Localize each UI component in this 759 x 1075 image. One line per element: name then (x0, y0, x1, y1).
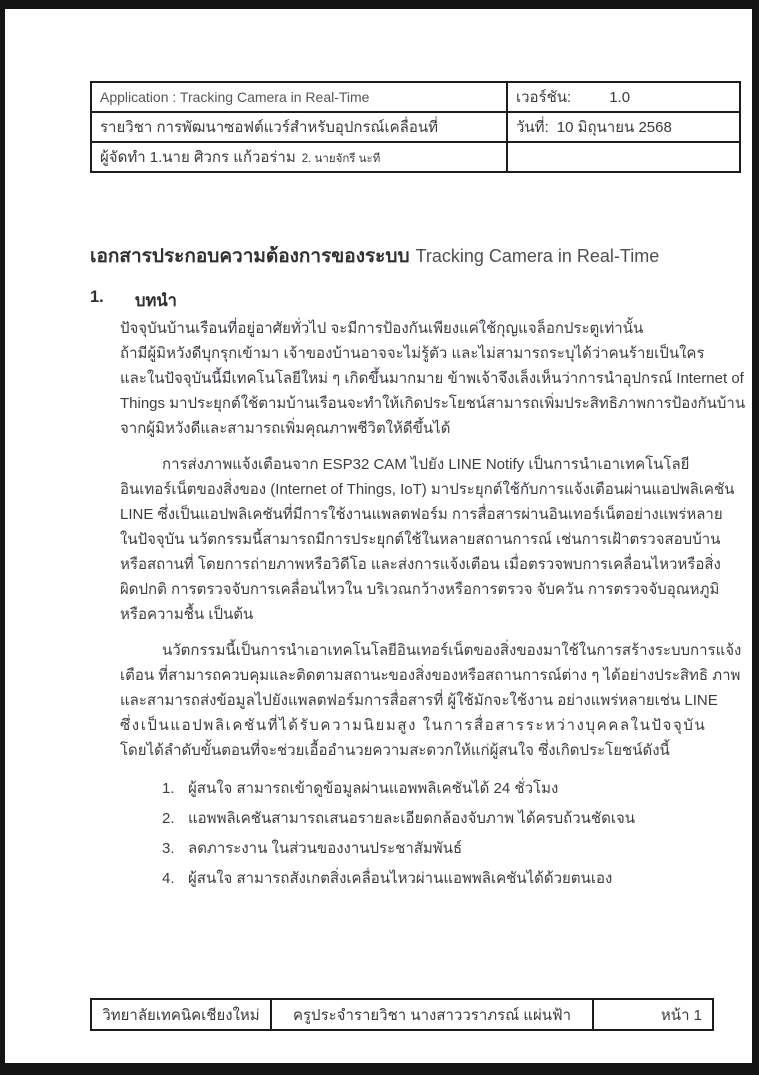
list-item-text: ลดภาระงาน ในส่วนของงานประชาสัมพันธ์ (188, 840, 463, 857)
text-line: ผิดปกติ การตรวจจับการเคลื่อนไหวใน บริเวณกว้างหรือการตรวจ จับควัน การตรวจจับอุณหภูมิ (120, 581, 720, 598)
section-title: บทนำ (135, 292, 177, 310)
paragraph (120, 452, 735, 627)
text-line: โดยได้ลำดับขั้นตอนที่จะช่วยเอื้ออำนวยความสะดวกให้แก่ผู้สนใจ ซึ่งเกิดประโยชน์ดังนี้ (120, 742, 670, 759)
list-item (162, 834, 720, 864)
list-item (162, 804, 720, 834)
page-title (90, 241, 659, 271)
author-secondary: 2. นายจักรี นะที (301, 153, 381, 165)
table-row (91, 999, 713, 1030)
empty-cell (507, 142, 740, 172)
text-line: Things มาประยุกต์ใช้ตามบ้านเรือนจะทำให้เกิดประโยชน์สามารถเพิ่มประสิทธิภาพการป้องกันบ้าน (120, 395, 746, 412)
list-item-number: 1. (162, 780, 175, 797)
benefits-list (120, 774, 720, 894)
section-number: 1. (90, 288, 104, 306)
table-row (91, 142, 740, 172)
footer-table (90, 998, 714, 1031)
authors-cell (91, 142, 507, 172)
text-line: และในปัจจุบันนี้มีเทคโนโลยีใหม่ ๆ เกิดขึ้นมากมาย ข้าพเจ้าจึงเล็งเห็นว่าการนำอุปกรณ์ Internet of (120, 370, 744, 387)
list-item-number: 4. (162, 870, 175, 887)
header-table (90, 81, 741, 173)
date-value: 10 มิถุนายน 2568 (556, 119, 672, 136)
date-cell (507, 112, 740, 142)
date-label: วันที่: (516, 119, 549, 136)
author-primary: ผู้จัดทำ 1.นาย ศิวกร แก้วอร่าม (100, 149, 296, 166)
text-line: ซึ่งเป็นแอปพลิเคชันที่ได้รับความนิยมสูง ในการสื่อสารระหว่างบุคคลในปัจจุบัน (120, 717, 707, 734)
text-line: การส่งภาพแจ้งเตือนจาก ESP32 CAM ไปยัง LINE Notify เป็นการนำเอาเทคโนโลยี (162, 456, 690, 473)
course-cell (91, 112, 507, 142)
text-line: หรือความชื้น เป็นต้น (120, 606, 254, 623)
list-item-number: 3. (162, 840, 175, 857)
text-line: ในปัจจุบัน นวัตกรรมนี้สามารถมีการประยุกต์ใช้ในหลายสถานการณ์ เช่นการเฝ้าตรวจสอบบ้าน (120, 531, 721, 548)
page-title-thai: เอกสารประกอบความต้องการของระบบ (90, 246, 410, 267)
course-name: รายวิชา การพัฒนาซอฟต์แวร์สำหรับอุปกรณ์เคลื่อนที่ (100, 119, 438, 136)
text-line: อินเทอร์เน็ตของสิ่งของ (Internet of Things, IoT) มาประยุกต์ใช้กับการแจ้งเตือนผ่านแอปพลิเคชัน (120, 481, 735, 498)
section-heading (90, 288, 177, 314)
college-cell: วิทยาลัยเทคนิคเชียงใหม่ (91, 999, 271, 1030)
table-row (91, 112, 740, 142)
paragraph (120, 638, 742, 763)
page-number-cell: หน้า 1 (593, 999, 713, 1030)
list-item (162, 774, 720, 804)
teacher-cell: ครูประจำรายวิชา นางสาววราภรณ์ แผ่นฟ้า (271, 999, 593, 1030)
application-cell (91, 82, 507, 112)
application-title: Application : Tracking Camera in Real-Time (100, 88, 370, 105)
version-value: 1.0 (609, 89, 631, 106)
text-line: จากผู้มิหวังดีและสามารถเพิ่มคุณภาพชีวิตให้ดีขึ้นได้ (120, 420, 451, 437)
document-page (5, 9, 752, 1063)
text-line: LINE ซึ่งเป็นแอปพลิเคชันที่มีการใช้งานแพลตฟอร์ม การสื่อสารผ่านอินเทอร์เน็ตอย่างแพร่หลาย (120, 506, 723, 523)
list-item (162, 864, 720, 894)
list-item-text: ผู้สนใจ สามารถสังเกตสิ่งเคลื่อนไหวผ่านแอพพลิเคชันได้ด้วยตนเอง (188, 870, 613, 887)
text-line: นวัตกรรมนี้เป็นการนำเอาเทคโนโลยีอินเทอร์เน็ตของสิ่งของมาใช้ในการสร้างระบบการแจ้ง (162, 642, 742, 659)
table-row (91, 82, 740, 112)
text-line: ถ้ามีผู้มิหวังดีบุกรุกเข้ามา เจ้าของบ้านอาจจะไม่รู้ตัว และไม่สามารถระบุได้ว่าคนร้ายเป็นใคร (120, 345, 705, 362)
list-item-text: แอพพลิเคชันสามารถเสนอรายละเอียดกล้องจับภาพ ได้ครบถ้วนชัดเจน (188, 810, 636, 827)
paragraph (120, 316, 746, 441)
list-item-number: 2. (162, 810, 175, 827)
version-cell (507, 82, 740, 112)
list-item-text: ผู้สนใจ สามารถเข้าดูข้อมูลผ่านแอพพลิเคชันได้ 24 ชั่วโมง (188, 780, 559, 797)
version-label: เวอร์ชัน: (516, 89, 572, 106)
text-line: และสามารถส่งข้อมูลไปยังแพลตฟอร์มการสื่อสารที่ ผู้ใช้มักจะใช้งาน อย่างแพร่หลายเช่น LINE (120, 692, 718, 709)
section-body (120, 316, 746, 894)
text-line: ปัจจุบันบ้านเรือนที่อยู่อาศัยทั่วไป จะมีการป้องกันเพียงแค่ใช้กุญแจล็อกประตูเท่านั้น (120, 320, 644, 337)
text-line: หรือสถานที่ โดยการถ่ายภาพหรือวิดีโอ และส่งการแจ้งเตือน เมื่อตรวจพบการเคลื่อนไหวหรือสิ่ง (120, 556, 721, 573)
text-line: เตือน ที่สามารถควบคุมและติดตามสถานะของสิ่งของหรือสถานการณ์ต่าง ๆ ได้อย่างประสิทธิ ภาพ (120, 667, 741, 684)
page-title-english: Tracking Camera in Real-Time (415, 246, 660, 266)
